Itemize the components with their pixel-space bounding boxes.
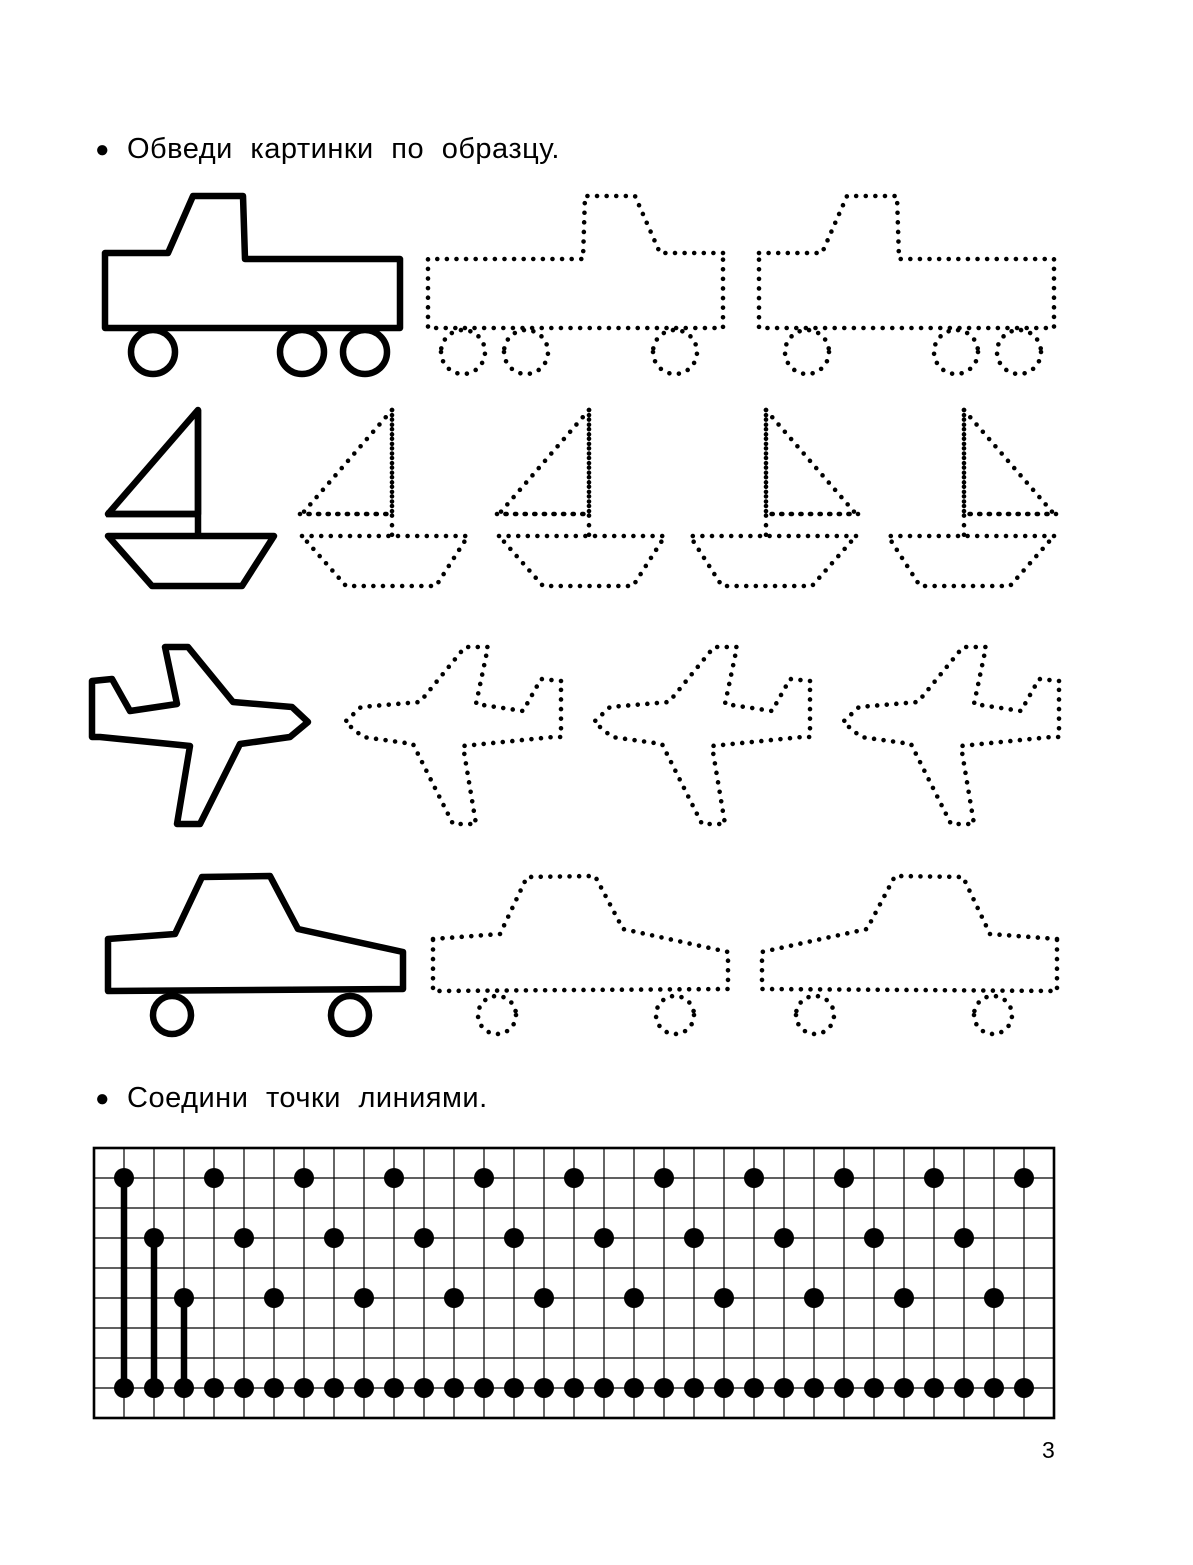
- plane-solid-figure: [92, 646, 314, 828]
- truck-dotted-mirrored-figure: [425, 190, 725, 380]
- dot-grid-svg: [82, 1136, 1066, 1430]
- task-2-label: Соедини точки линиями.: [127, 1082, 488, 1114]
- car-dotted-figure: [430, 874, 730, 1036]
- task-1-title: [95, 133, 560, 166]
- connect-dots-grid: [82, 1136, 1066, 1435]
- bullet-icon: ●: [95, 135, 110, 163]
- plane-dotted-mirrored-figure: [339, 646, 561, 828]
- car-dotted-mirrored-figure: [760, 874, 1060, 1036]
- boat-dotted-figure: [300, 408, 470, 588]
- plane-dotted-mirrored-figure: [837, 646, 1059, 828]
- boat-dotted-figure: [497, 408, 667, 588]
- car-solid-figure: [105, 874, 405, 1036]
- plane-dotted-mirrored-figure: [588, 646, 810, 828]
- task-1-label: Обведи картинки по образцу.: [127, 133, 560, 165]
- boat-dotted-mirrored-figure: [886, 408, 1056, 588]
- boat-dotted-mirrored-figure: [688, 408, 858, 588]
- task-2-title: [95, 1082, 488, 1115]
- bullet-icon: ●: [95, 1084, 110, 1112]
- truck-dotted-figure: [757, 190, 1057, 380]
- truck-solid-figure: [103, 190, 403, 380]
- boat-solid-figure: [106, 408, 276, 588]
- page-number: 3: [1042, 1437, 1055, 1463]
